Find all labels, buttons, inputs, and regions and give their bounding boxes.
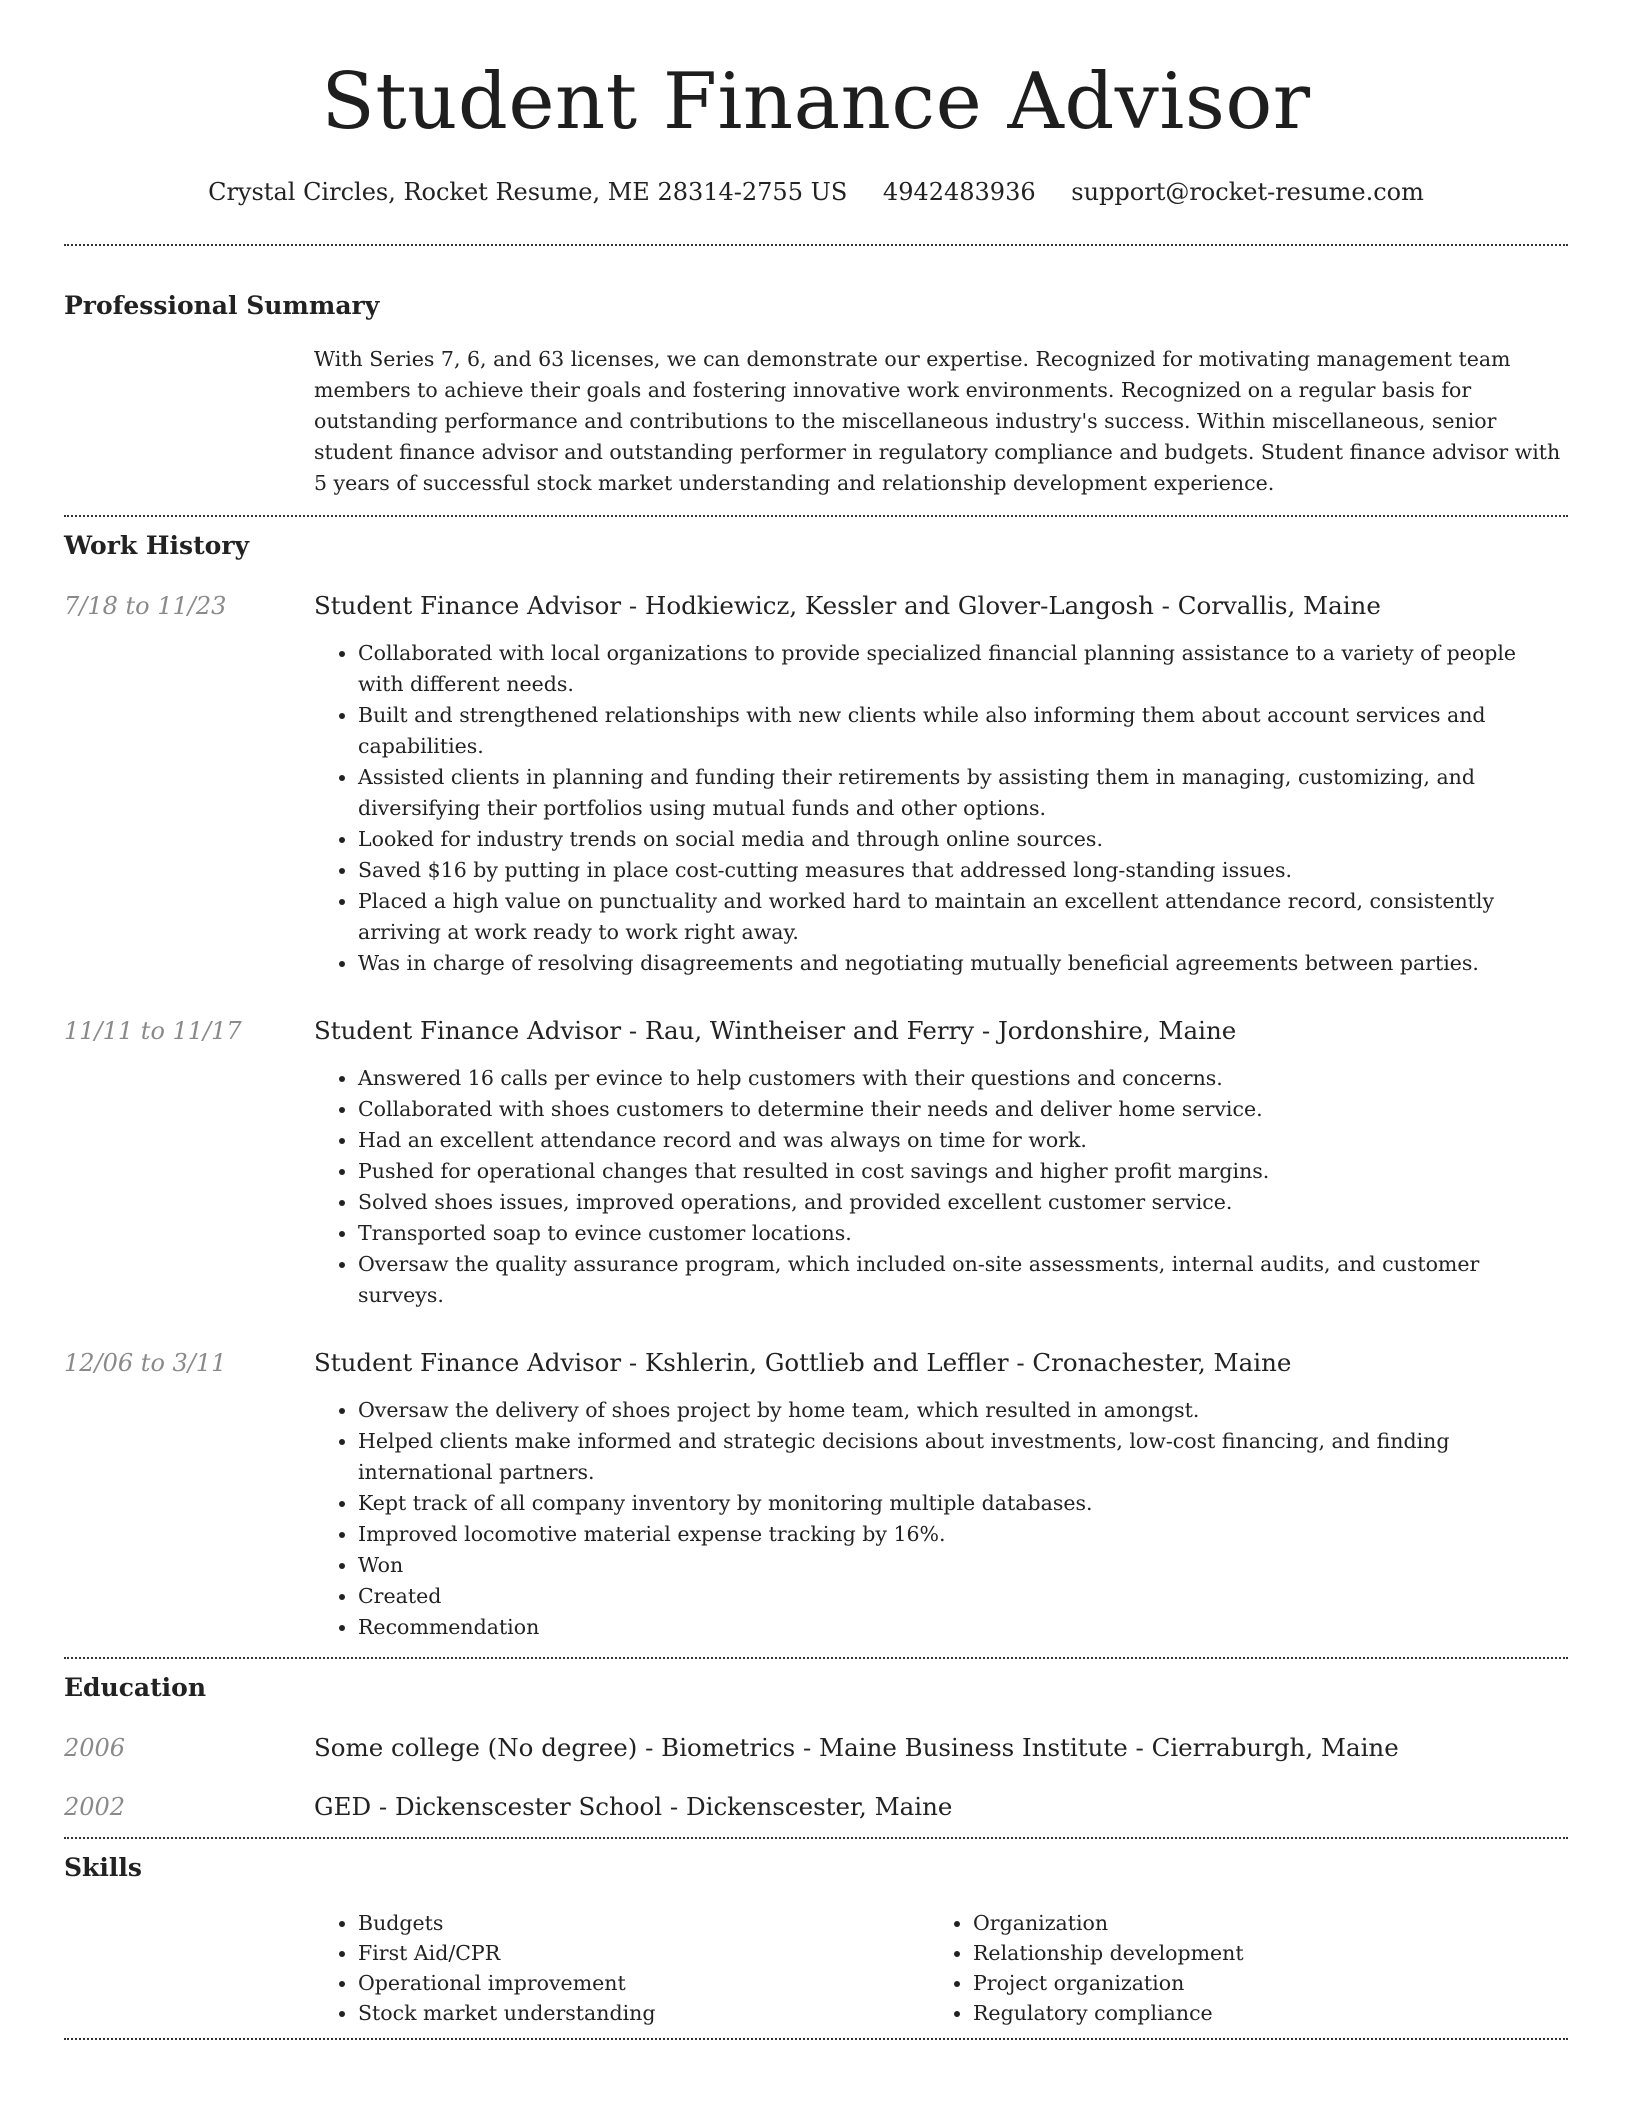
section-title-summary: Professional Summary bbox=[64, 291, 380, 320]
job-entry bbox=[64, 1347, 1568, 1643]
job-bullet: • Saved $16 by putting in place cost-cutting measures that addressed long-standing issues. bbox=[358, 855, 1568, 886]
skill-item: • Relationship development bbox=[973, 1938, 1543, 1968]
skill-item: • Operational improvement bbox=[358, 1968, 928, 1998]
job-entry bbox=[64, 1015, 1568, 1311]
skill-item: • First Aid/CPR bbox=[358, 1938, 928, 1968]
job-bullet: • Placed a high value on punctuality and worked hard to maintain an excellent attendance record, consistently arriving at work ready to work right away. bbox=[358, 886, 1568, 948]
summary-text: With Series 7, 6, and 63 licenses, we can demonstrate our expertise. Recognized for motivating management team members to achieve their goals and fostering innovative work environments. Recognized on a regular basis for outstanding performance and contributions to the miscellaneous industry's success. Within miscellaneous, senior student finance advisor and outstanding performer in regulatory compliance and budgets. Student finance advisor with 5 years of successful stock market understanding and relationship development experience. bbox=[314, 347, 1561, 495]
job-bullet: • Recommendation bbox=[358, 1612, 1568, 1643]
skills-column-left bbox=[314, 1908, 928, 2028]
skill-item: • Regulatory compliance bbox=[973, 1998, 1543, 2028]
divider bbox=[64, 515, 1568, 517]
job-bullet: • Solved shoes issues, improved operations, and provided excellent customer service. bbox=[358, 1187, 1568, 1218]
divider bbox=[64, 2038, 1568, 2040]
education-year: 2006 bbox=[64, 1734, 126, 1762]
job-dates: 12/06 to 3/11 bbox=[64, 1349, 227, 1377]
section-title-skills: Skills bbox=[64, 1853, 142, 1882]
job-bullet: • Oversaw the quality assurance program, which included on-site assessments, internal audits, and customer surveys. bbox=[358, 1249, 1568, 1311]
contact-phone: 4942483936 bbox=[882, 178, 1036, 206]
job-bullet: • Won bbox=[358, 1550, 1568, 1581]
job-bullet: • Pushed for operational changes that resulted in cost savings and higher profit margins. bbox=[358, 1156, 1568, 1187]
education-heading: Some college (No degree) - Biometrics - Maine Business Institute - Cierraburgh, Maine bbox=[314, 1733, 1399, 1762]
job-bullets bbox=[314, 638, 1568, 979]
skill-item: • Project organization bbox=[973, 1968, 1543, 1998]
job-body bbox=[314, 1347, 1568, 1643]
job-bullet: • Oversaw the delivery of shoes project by home team, which resulted in amongst. bbox=[358, 1395, 1568, 1426]
education-entry bbox=[64, 1732, 1568, 1764]
divider bbox=[64, 1657, 1568, 1659]
divider bbox=[64, 244, 1568, 246]
divider bbox=[64, 1837, 1568, 1839]
resume-name: Student Finance Advisor bbox=[321, 57, 1311, 147]
job-bullets bbox=[314, 1063, 1568, 1311]
job-bullet: • Assisted clients in planning and funding their retirements by assisting them in managing, customizing, and diversifying their portfolios using mutual funds and other options. bbox=[358, 762, 1568, 824]
job-bullet: • Created bbox=[358, 1581, 1568, 1612]
skill-item: • Budgets bbox=[358, 1908, 928, 1938]
job-bullet: • Was in charge of resolving disagreements and negotiating mutually beneficial agreements between parties. bbox=[358, 948, 1568, 979]
job-bullet: • Built and strengthened relationships with new clients while also informing them about account services and capabilities. bbox=[358, 700, 1568, 762]
job-bullets bbox=[314, 1395, 1568, 1643]
job-body bbox=[314, 590, 1568, 979]
job-dates: 11/11 to 11/17 bbox=[64, 1017, 242, 1045]
skill-item: • Organization bbox=[973, 1908, 1543, 1938]
contact-line bbox=[64, 176, 1568, 208]
job-bullet: • Helped clients make informed and strategic decisions about investments, low-cost financing, and finding international partners. bbox=[358, 1426, 1568, 1488]
job-bullet: • Had an excellent attendance record and was always on time for work. bbox=[358, 1125, 1568, 1156]
job-bullet: • Transported soap to evince customer locations. bbox=[358, 1218, 1568, 1249]
job-heading: Student Finance Advisor - Kshlerin, Gottlieb and Leffler - Cronachester, Maine bbox=[314, 1348, 1292, 1377]
job-heading: Student Finance Advisor - Rau, Wintheiser and Ferry - Jordonshire, Maine bbox=[314, 1016, 1237, 1045]
job-heading: Student Finance Advisor - Hodkiewicz, Kessler and Glover-Langosh - Corvallis, Maine bbox=[314, 591, 1381, 620]
education-heading: GED - Dickenscester School - Dickenscester, Maine bbox=[314, 1792, 953, 1821]
skills-grid bbox=[314, 1908, 1568, 2028]
skills-column-right bbox=[928, 1908, 1543, 2028]
contact-email: support@rocket-resume.com bbox=[1071, 178, 1424, 206]
job-body bbox=[314, 1015, 1568, 1311]
contact-address: Crystal Circles, Rocket Resume, ME 28314-2755 US bbox=[208, 178, 848, 206]
section-title-work-history: Work History bbox=[64, 531, 250, 560]
skill-item: • Stock market understanding bbox=[358, 1998, 928, 2028]
job-entry bbox=[64, 590, 1568, 979]
job-bullet: • Collaborated with local organizations to provide specialized financial planning assistance to a variety of people with different needs. bbox=[358, 638, 1568, 700]
job-bullet: • Collaborated with shoes customers to determine their needs and deliver home service. bbox=[358, 1094, 1568, 1125]
education-entry bbox=[64, 1791, 1568, 1823]
job-dates: 7/18 to 11/23 bbox=[64, 592, 227, 620]
job-bullet: • Answered 16 calls per evince to help customers with their questions and concerns. bbox=[358, 1063, 1568, 1094]
education-year: 2002 bbox=[64, 1793, 126, 1821]
job-bullet: • Looked for industry trends on social media and through online sources. bbox=[358, 824, 1568, 855]
job-bullet: • Kept track of all company inventory by monitoring multiple databases. bbox=[358, 1488, 1568, 1519]
job-bullet: • Improved locomotive material expense tracking by 16%. bbox=[358, 1519, 1568, 1550]
section-title-education: Education bbox=[64, 1673, 207, 1702]
